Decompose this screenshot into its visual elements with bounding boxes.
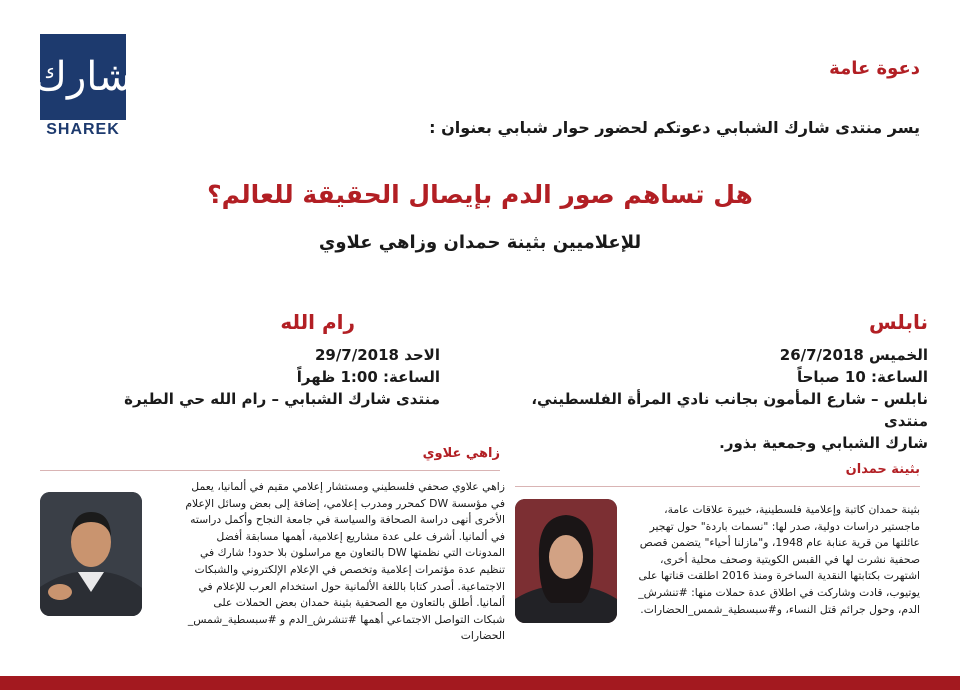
headline: هل تساهم صور الدم بإيصال الحقيقة للعالم؟ [207,180,753,209]
person-portrait-icon [40,492,142,616]
bottom-accent-bar [0,676,960,690]
buthaina-bio-line: بثينة حمدان كاتبة وإعلامية فلسطينية، خبيرة علاقات عامة، [664,503,920,516]
event-ramallah [80,310,440,410]
zahi-divider [40,470,500,471]
zahi-bio-line: شبكات التواصل الاجتماعي أهمها #تنشرش_الدم و #سبسطية_شمس_ [187,612,505,626]
zahi-bio [150,479,505,645]
zahi-photo [40,492,142,616]
buthaina-bio-line: الدم، وحول جرائم قتل النساء، و#سبسطية_شمس_الحضارات. [640,602,920,616]
event-ramallah-location: منتدى شارك الشبابي – رام الله حي الطيرة [124,390,440,408]
logo-arabic: شارك [34,54,132,100]
event-ramallah-city: رام الله [280,310,355,334]
invite-label: دعوة عامة [829,58,920,79]
zahi-bio-line: تنظيم عدة مؤتمرات إعلامية وتخصص في الإعلام الإلكتروني والشبكات [194,562,505,576]
buthaina-bio-line: اشتهرت بكتابتها النقدية الساخرة ومنذ 2016 اطلقت قناتها على [638,569,920,583]
event-nablus-time: الساعة: 10 صباحاً [796,368,928,386]
person-portrait-icon [515,499,617,623]
subtitle: للإعلاميين بثينة حمدان وزاهي علاوي [318,232,642,253]
buthaina-photo [515,499,617,623]
event-ramallah-time: الساعة: 1:00 ظهراً [296,368,440,386]
sharek-logo [34,34,132,120]
zahi-bio-line: الأخرى أنهى دراسة الصحافة والسياسة في جامعة النجاح وأكمل دراسته [190,513,505,527]
event-nablus [528,310,928,454]
buthaina-bio-line: ماجستير دراسات دولية، صدر لها: "نسمات باردة" حول تهجير [649,519,920,533]
zahi-bio-line: في مؤسسة DW كمحرر ومدرب إعلامي، إضافة إلى بعض وسائل الإعلام [185,496,505,510]
zahi-bio-line: زاهي علاوي صحفي فلسطيني ومستشار إعلامي مقيم في ألمانيا، يعمل [191,480,505,493]
buthaina-heading: بثينة حمدان [845,462,920,477]
event-nablus-city: نابلس [869,310,928,334]
buthaina-bio [625,502,920,618]
intro-text: يسر منتدى شارك الشبابي دعوتكم لحضور حوار شبابي بعنوان : [429,118,920,137]
logo-latin-text: SHAREK [46,121,120,138]
zahi-bio-line: المدونات التي نظمتها DW بالتعاون مع مراسلون بلا حدود! شارك في [200,546,505,560]
event-nablus-location-2: شارك الشبابي وجمعية بذور. [719,434,928,452]
zahi-bio-line: في ألمانيا. أشرف على عدة مشاريع إعلامية، أهمها مسابقة أفضل [216,529,505,543]
zahi-bio-line: الاجتماعية. أصدر كتابا باللغة الألمانية حول استخدام العرب للإعلام في [198,579,505,593]
event-nablus-date: الخميس 26/7/2018 [779,346,928,364]
buthaina-bio-line: صحفية نشرت لها في القبس الكويتية وصحف محلية أخرى، [660,552,920,566]
event-nablus-location-1: نابلس – شارع المأمون بجانب نادي المرأة الفلسطيني، منتدى [531,390,928,430]
zahi-heading: زاهي علاوي [422,446,500,461]
buthaina-bio-line: يوتيوب، قادت وشاركت في اطلاق عدة حملات منها: #تنشرش_ [638,585,920,599]
event-ramallah-date: الاحد 29/7/2018 [314,346,440,364]
zahi-bio-line: الحضارات [460,629,505,643]
buthaina-divider [515,486,920,487]
buthaina-bio-line: عائلتها من قرية عنابة عام 1948، و"مازلنا أحياء" يتضمن قصص [639,536,920,550]
zahi-bio-line: ألمانيا. أطلق بالتعاون مع الصحفية بثينة حمدان بعض الحملات على [213,596,505,610]
